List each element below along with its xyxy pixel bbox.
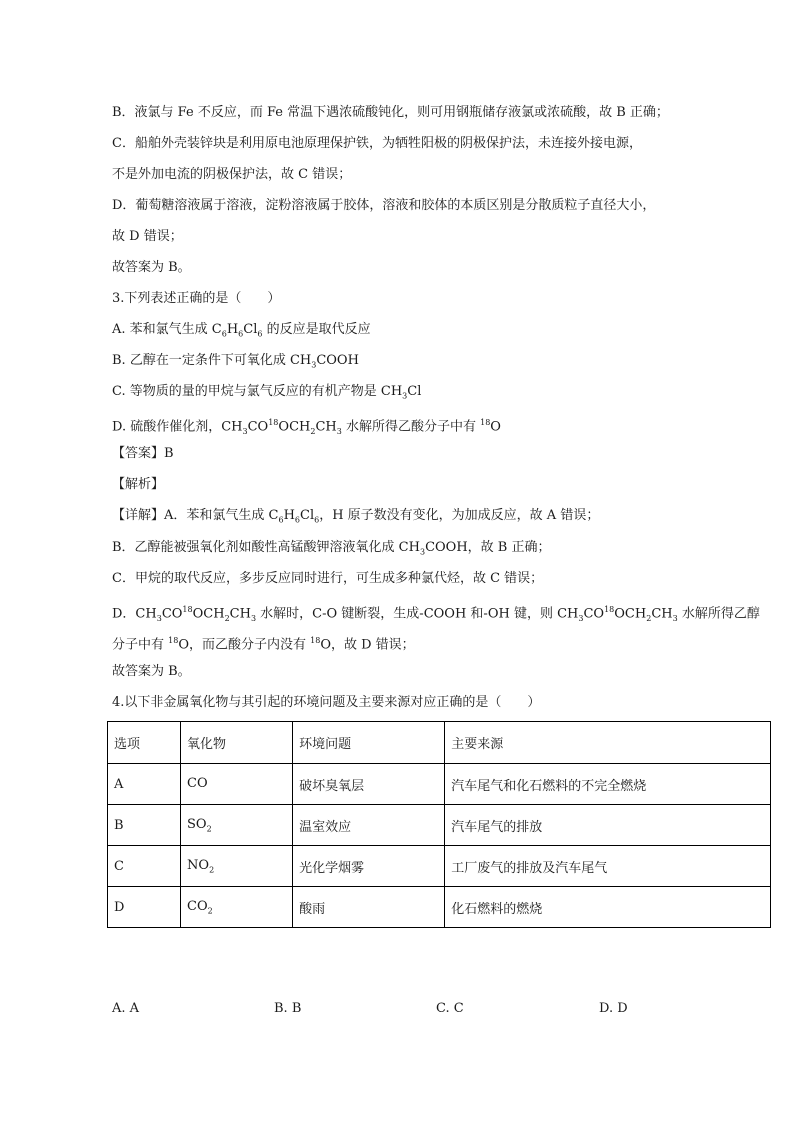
q4-choice-d[interactable]: D. D [599,1001,628,1016]
cell-problem: 破坏臭氧层 [293,764,445,805]
cell-option: C [108,846,181,887]
header-cell-problem: 环境问题 [293,722,445,764]
q3-option-b: B. 乙醇在一定条件下可氧化成 $CH_3COOH$ [112,353,359,370]
q4-stem: 4.以下非金属氧化物与其引起的环境问题及主要来源对应正确的是（ ） [112,695,541,710]
q3-detail-d-line1: D．$CH_3CO^{18}OCH_2CH_3$ 水解时，C-O 键断裂，生成-COOH 和-OH 键，则 $CH_3CO^{18}OCH_2CH_3$ 水解所得乙醇 [112,605,760,623]
cell-problem: 温室效应 [293,805,445,846]
q3-detail-d-line2: 分子中有 $^{18}$O，而乙酸分子内没有 $^{18}$O，故 D 错误； [112,636,415,653]
q3-stem: 3.下列表述正确的是（ ） [112,291,281,306]
cell-option: D [108,887,181,928]
q2-conclusion: 故答案为 B。 [112,260,191,275]
q4-options-table [107,721,771,928]
cell-oxide: $SO_2$ [181,805,293,846]
q2-option-c-explanation-line2: 不是外加电流的阴极保护法，故 C 错误； [112,167,352,182]
q3-analysis-heading: 【解析】 [112,477,165,492]
q2-option-b-explanation: B．液氯与 Fe 不反应，而 Fe 常温下遇浓硫酸钝化，则可用钢瓶储存液氯或浓硫酸，故 B 正确； [112,105,669,120]
q3-detail-b: B．乙醇能被强氧化剂如酸性高锰酸钾溶液氧化成 $CH_3COOH$，故 B 正确； [112,540,551,557]
q3-option-d: D. 硫酸作催化剂，$CH_3CO^{18}OCH_2CH_3$ 水解所得乙酸分子中有 $^{18}$O [112,418,501,436]
cell-oxide: $CO_2$ [181,887,293,928]
q4-choice-b[interactable]: B. B [274,1001,302,1016]
q2-option-d-explanation-line1: D．葡萄糖溶液属于溶液，淀粉溶液属于胶体，溶液和胶体的本质区别是分散质粒子直径大小， [112,198,656,213]
header-cell-oxide: 氧化物 [181,722,293,764]
cell-problem: 光化学烟雾 [293,846,445,887]
header-cell-option: 选项 [108,722,181,764]
cell-source: 工厂废气的排放及汽车尾气 [445,846,771,887]
q2-option-d-explanation-line2: 故 D 错误； [112,229,183,244]
q3-option-a: A. 苯和氯气生成 $C_6H_6Cl_6$ 的反应是取代反应 [112,322,371,339]
q4-choice-a[interactable]: A. A [112,1001,140,1016]
cell-option: A [108,764,181,805]
cell-problem: 酸雨 [293,887,445,928]
table-row [108,764,771,805]
cell-oxide: CO [181,764,293,805]
table-header-row [108,722,771,764]
table-row [108,805,771,846]
cell-oxide: $NO_2$ [181,846,293,887]
table-row [108,846,771,887]
q3-option-c: C. 等物质的量的甲烷与氯气反应的有机产物是 $CH_3Cl$ [112,384,422,401]
q3-detail-c: C．甲烷的取代反应，多步反应同时进行，可生成多种氯代烃，故 C 错误； [112,571,544,586]
cell-source: 汽车尾气和化石燃料的不完全燃烧 [445,764,771,805]
header-cell-source: 主要来源 [445,722,771,764]
cell-source: 汽车尾气的排放 [445,805,771,846]
q2-option-c-explanation-line1: C．船舶外壳装锌块是利用原电池原理保护铁，为牺牲阳极的阴极保护法，未连接外接电源， [112,136,642,151]
q3-conclusion: 故答案为 B。 [112,664,191,679]
q4-choice-c[interactable]: C. C [436,1001,464,1016]
cell-source: 化石燃料的燃烧 [445,887,771,928]
q3-detail-a: 【详解】A．苯和氯气生成 $C_6H_6Cl_6$，H 原子数没有变化，为加成反应，故 A 错误； [112,508,600,525]
q3-answer: 【答案】B [112,446,174,461]
table-row [108,887,771,928]
cell-option: B [108,805,181,846]
